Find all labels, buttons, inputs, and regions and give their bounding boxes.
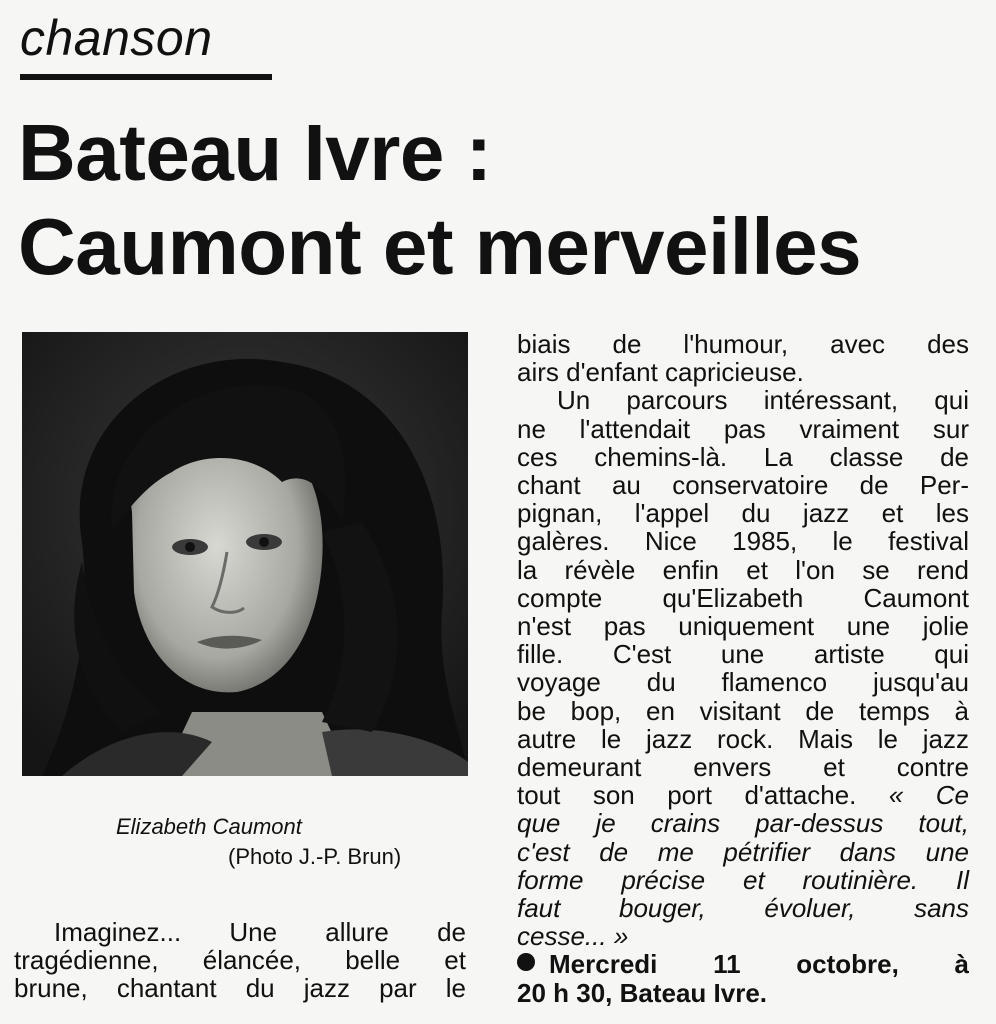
body-line: fille. C'est une artiste qui [517, 639, 969, 670]
quote-open: « Ce [888, 780, 969, 811]
headline-line-2: Caumont et merveilles [18, 202, 862, 291]
body-line: galères. Nice 1985, le festival [517, 526, 969, 557]
event-info-line-2: 20 h 30, Bateau Ivre. [517, 977, 768, 1008]
quote-line: faut bouger, évoluer, sans [517, 893, 969, 924]
body-text: tout son port d'attache. [517, 780, 857, 811]
quote-line: c'est de me pétrifier dans une [517, 836, 969, 867]
body-line: n'est pas uniquement une jolie [517, 611, 969, 642]
quote-line: que je crains par-dessus tout, [517, 808, 969, 839]
body-line: ces chemins-là. La classe de [517, 441, 969, 472]
body-line: autre le jazz rock. Mais le jazz [517, 723, 969, 754]
body-line: airs d'enfant capricieuse. [517, 357, 804, 388]
event-info-line-1 [517, 950, 969, 978]
body-line: chant au conservatoire de Per- [517, 470, 969, 501]
body-line: brune, chantant du jazz par le [14, 973, 466, 1004]
quote-line: forme précise et routinière. Il [517, 864, 969, 895]
rubric-underline [20, 74, 272, 80]
body-line: ne l'attendait pas vraiment sur [517, 413, 969, 444]
photo-credit: (Photo J.-P. Brun) [228, 844, 402, 869]
event-date: Mercredi 11 octobre, à [549, 949, 969, 980]
body-line-with-quote [517, 781, 969, 809]
body-line: la révèle enfin et l'on se rend [517, 554, 969, 585]
body-column-right [517, 330, 969, 1007]
body-line: voyage du flamenco jusqu'au [517, 667, 969, 698]
headline-line-1: Bateau Ivre : [18, 108, 492, 197]
body-column-left [14, 918, 466, 1003]
photo-caption-name: Elizabeth Caumont [116, 814, 302, 839]
body-line: compte qu'Elizabeth Caumont [517, 582, 969, 613]
body-line: Un parcours intéressant, qui [557, 385, 969, 416]
body-line: demeurant envers et contre [517, 752, 969, 783]
body-line: tragédienne, élancée, belle et [14, 945, 466, 976]
quote-line: cesse... » [517, 921, 629, 952]
section-rubric: chanson [20, 10, 213, 66]
portrait-photo [22, 332, 468, 776]
body-line: Imaginez... Une allure de [54, 917, 466, 947]
article-headline [18, 106, 978, 294]
body-line: be bop, en visitant de temps à [517, 695, 969, 726]
portrait-illustration [22, 332, 468, 776]
body-line: biais de l'humour, avec des [517, 329, 969, 359]
bullet-icon [517, 953, 535, 971]
body-line: pignan, l'appel du jazz et les [517, 498, 969, 529]
